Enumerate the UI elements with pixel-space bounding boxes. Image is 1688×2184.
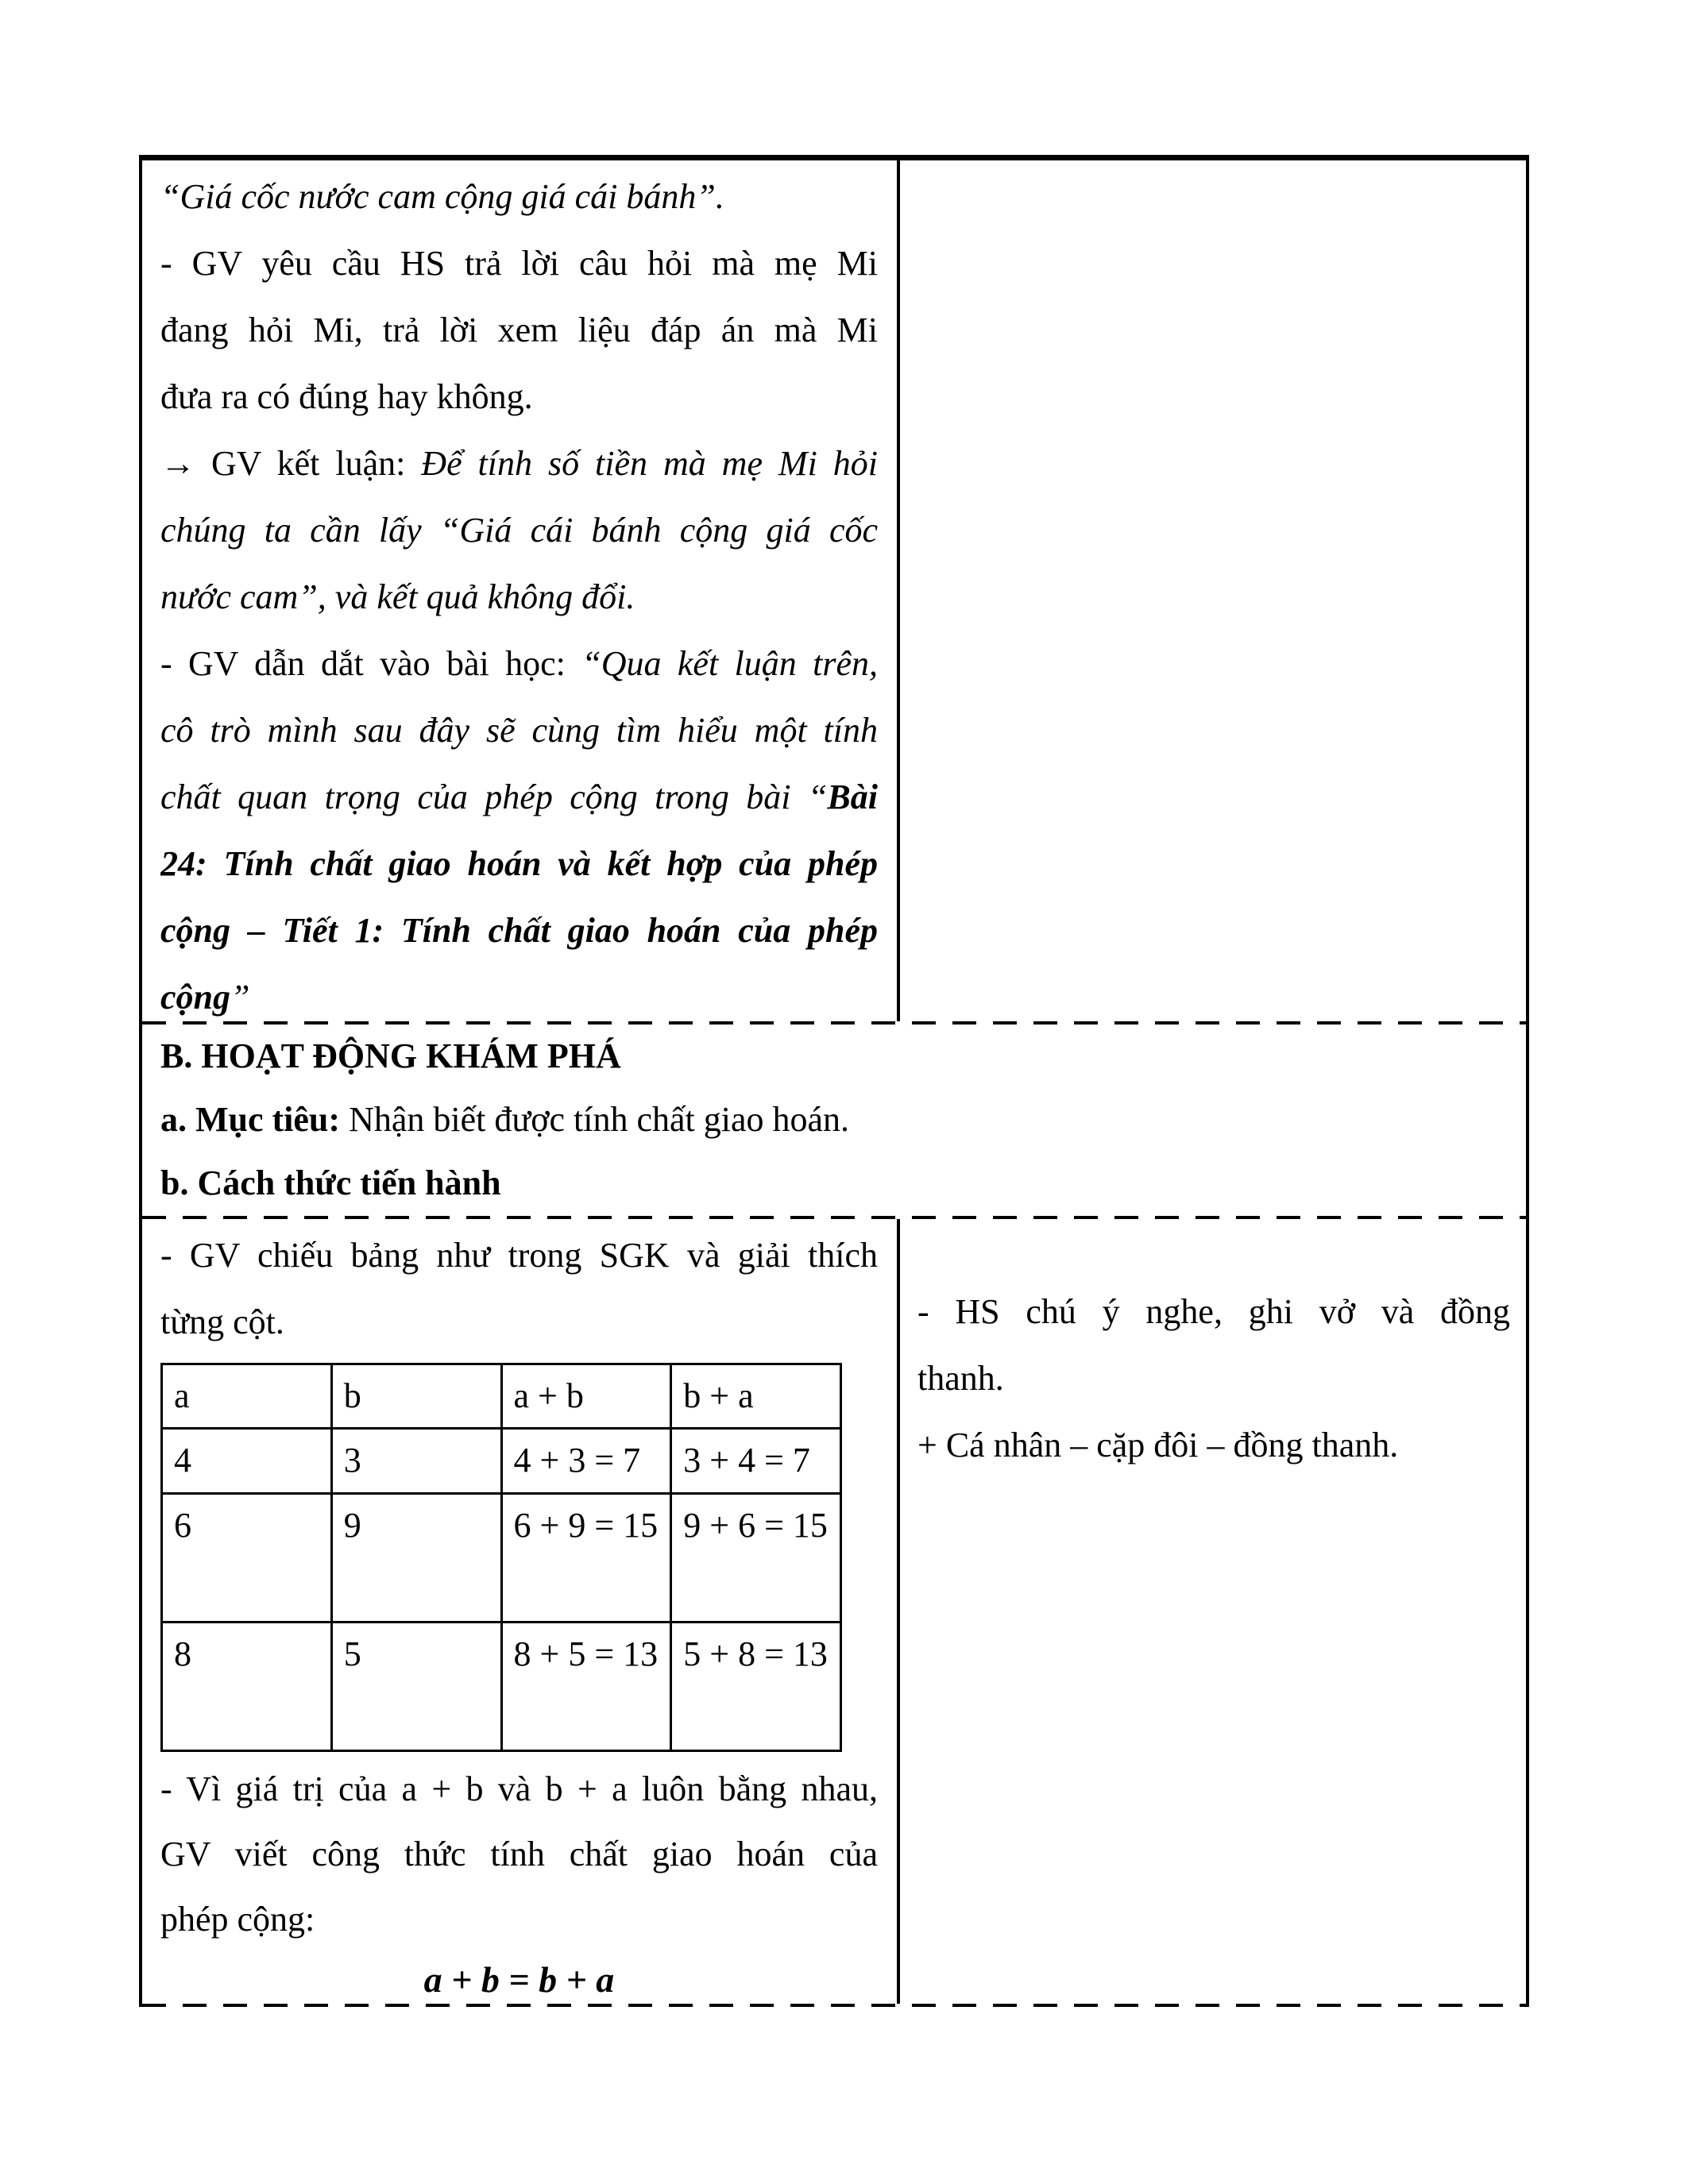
- table-header-cell: a + b: [501, 1364, 671, 1429]
- text-segment: a. Mục tiêu:: [160, 1100, 350, 1139]
- activity-row-explore: [142, 1219, 1526, 2004]
- text-line: [160, 764, 878, 831]
- table-cell: 6: [162, 1494, 332, 1623]
- text-line: [160, 1088, 1507, 1152]
- table-cell: 9 + 6 = 15: [671, 1494, 841, 1623]
- text-segment: - Vì giá trị của a + b và b + a luôn bằng nhau,: [160, 1769, 878, 1808]
- commutative-formula: a + b = b + a: [423, 1959, 615, 2000]
- text-segment: + Cá nhân – cặp đôi – đồng thanh.: [917, 1426, 1399, 1464]
- table-cell: 9: [331, 1494, 501, 1623]
- text-line: [160, 564, 878, 631]
- dashed-divider: [142, 2004, 1526, 2007]
- text-line: [160, 164, 878, 230]
- text-segment: → GV kết luận:: [160, 444, 422, 483]
- table-cell: 3 + 4 = 7: [671, 1429, 841, 1494]
- section-b-row: [142, 1024, 1526, 1216]
- text-line: [917, 1279, 1510, 1345]
- text-line: [160, 1887, 878, 1952]
- text-segment: Bài: [827, 778, 878, 816]
- table-header-cell: b + a: [671, 1364, 841, 1429]
- text-line: [160, 1289, 878, 1356]
- text-line: [160, 1822, 878, 1887]
- text-segment: - GV chiếu bảng như trong SGK và giải thích: [160, 1236, 878, 1275]
- text-line: [160, 430, 878, 497]
- text-line: [160, 364, 878, 430]
- text-segment: đưa ra có đúng hay không.: [160, 377, 533, 416]
- text-line: [160, 964, 878, 1021]
- text-segment: “Qua kết luận trên,: [581, 644, 878, 683]
- text-segment: thanh.: [917, 1359, 1004, 1398]
- text-segment: - HS chú ý nghe, ghi vở và đồng: [917, 1292, 1510, 1331]
- text-line: [160, 631, 878, 697]
- student-activity-cell-empty: [900, 160, 1526, 1021]
- text-segment: cộng: [160, 978, 230, 1017]
- text-segment: Nhận biết được tính chất giao hoán.: [349, 1100, 850, 1139]
- text-line: [160, 697, 878, 764]
- text-line: [917, 1345, 1510, 1412]
- text-line: [160, 230, 878, 297]
- activity-row-intro: [142, 160, 1526, 1021]
- text-segment: Để tính số tiền mà mẹ Mi hỏi: [421, 444, 878, 483]
- text-segment: cộng – Tiết 1: Tính chất giao hoán của phép: [160, 911, 878, 950]
- commutative-example-table: [160, 1363, 842, 1752]
- text-segment: “Giá cốc nước cam cộng giá cái bánh”.: [160, 177, 724, 216]
- text-line: [160, 297, 878, 364]
- student-activity-cell: [900, 1219, 1526, 2004]
- text-line: [160, 497, 878, 564]
- text-segment: - GV dẫn dắt vào bài học:: [160, 644, 582, 683]
- table-header-row: [162, 1364, 841, 1429]
- text-segment: nước cam”, và kết quả không đổi.: [160, 577, 635, 616]
- table-row: [162, 1429, 841, 1494]
- table-cell: 3: [331, 1429, 501, 1494]
- text-segment: GV viết công thức tính chất giao hoán của: [160, 1835, 878, 1873]
- text-line: [160, 1757, 878, 1822]
- table-cell: 8: [162, 1623, 332, 1751]
- table-row: [162, 1623, 841, 1751]
- teacher-paragraph: [160, 1222, 878, 1356]
- text-segment: - GV yêu cầu HS trả lời câu hỏi mà mẹ Mi: [160, 244, 878, 283]
- text-segment: phép cộng:: [160, 1900, 315, 1939]
- lesson-plan-table: [139, 155, 1529, 2007]
- text-segment: 24: Tính chất giao hoán và kết hợp của phép: [160, 844, 878, 883]
- text-line: [160, 1152, 1507, 1215]
- text-segment: B. HOẠT ĐỘNG KHÁM PHÁ: [160, 1036, 621, 1075]
- text-segment: chúng ta cần lấy “Giá cái bánh cộng giá cốc: [160, 511, 878, 550]
- text-segment: b. Cách thức tiến hành: [160, 1163, 501, 1202]
- table-header-cell: a: [162, 1364, 332, 1429]
- table-header-cell: b: [331, 1364, 501, 1429]
- text-line: [160, 897, 878, 964]
- text-segment: đang hỏi Mi, trả lời xem liệu đáp án mà Mi: [160, 311, 878, 349]
- text-segment: chất quan trọng của phép cộng trong bài “: [160, 778, 828, 816]
- text-segment: từng cột.: [160, 1302, 284, 1341]
- text-line: [160, 831, 878, 897]
- text-line: [160, 1222, 878, 1289]
- teacher-paragraph: [160, 1757, 878, 1952]
- table-cell: 5: [331, 1623, 501, 1751]
- text-segment: cô trò mình sau đây sẽ cùng tìm hiểu một tính: [160, 711, 878, 750]
- table-cell: 8 + 5 = 13: [501, 1623, 671, 1751]
- table-row: [162, 1494, 841, 1623]
- teacher-activity-cell: [142, 160, 900, 1021]
- table-cell: 4 + 3 = 7: [501, 1429, 671, 1494]
- table-cell: 4: [162, 1429, 332, 1494]
- teacher-activity-cell: [142, 1219, 900, 2004]
- text-line: [917, 1412, 1510, 1479]
- text-line: [160, 1024, 1507, 1088]
- table-cell: 5 + 8 = 13: [671, 1623, 841, 1751]
- text-segment: ”: [230, 978, 250, 1017]
- table-cell: 6 + 9 = 15: [501, 1494, 671, 1623]
